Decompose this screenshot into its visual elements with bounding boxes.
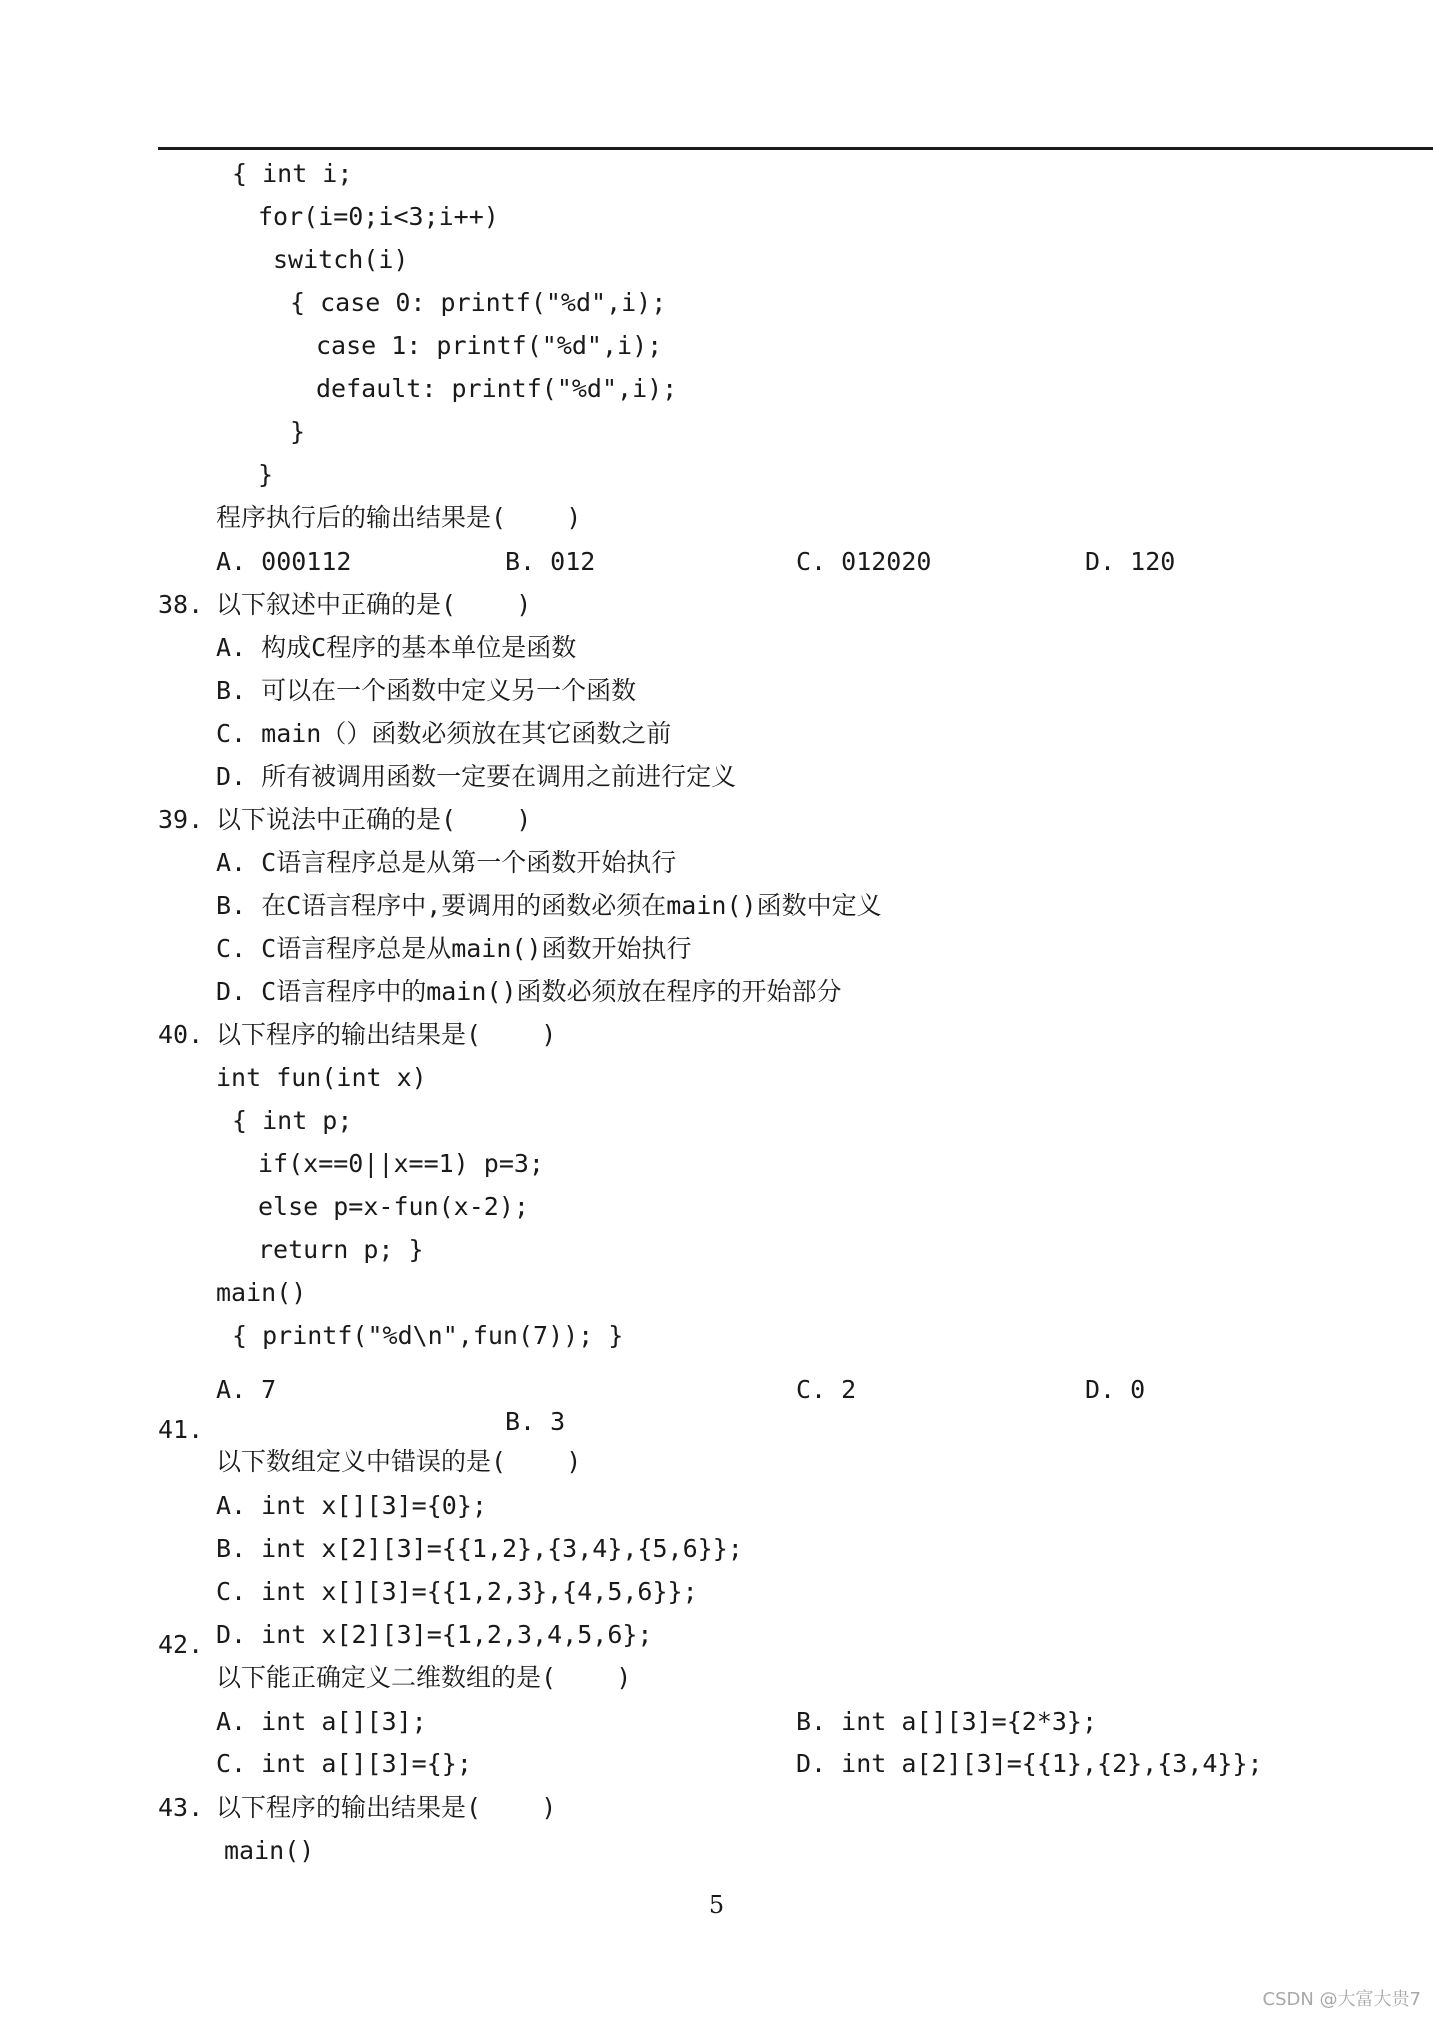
question-number: 38. <box>158 590 204 619</box>
code-line: { case 0: printf("%d",i); <box>290 288 667 317</box>
option-c: C. C语言程序总是从main()函数开始执行 <box>216 934 692 963</box>
option-d: D. int x[2][3]={1,2,3,4,5,6}; <box>216 1620 653 1649</box>
question-stem: 以下数组定义中错误的是( ) <box>216 1447 582 1476</box>
option-a: A. int x[][3]={0}; <box>216 1491 487 1520</box>
option-c: C. 012020 <box>796 547 932 576</box>
code-line: { int i; <box>232 159 353 188</box>
code-line: if(x==0||x==1) p=3; <box>258 1149 544 1178</box>
question-number: 41. <box>158 1415 204 1444</box>
question-stem: 以下能正确定义二维数组的是( ) <box>216 1663 632 1692</box>
question-number: 39. <box>158 805 204 834</box>
option-b: B. 在C语言程序中,要调用的函数必须在main()函数中定义 <box>216 891 882 920</box>
option-b: B. int a[][3]={2*3}; <box>796 1707 1098 1736</box>
option-d: D. 0 <box>1085 1375 1146 1404</box>
code-line: int fun(int x) <box>216 1063 427 1092</box>
code-line: else p=x-fun(x-2); <box>258 1192 529 1221</box>
option-a: A. C语言程序总是从第一个函数开始执行 <box>216 848 677 877</box>
question-stem: 以下说法中正确的是( ) <box>216 805 532 834</box>
option-b: B. 3 <box>505 1407 566 1436</box>
question-stem: 以下程序的输出结果是( ) <box>216 1020 557 1049</box>
page-number: 5 <box>708 1891 725 1919</box>
question-number: 40. <box>158 1020 204 1049</box>
option-a: A. 000112 <box>216 547 352 576</box>
option-b: B. int x[2][3]={{1,2},{3,4},{5,6}}; <box>216 1534 743 1563</box>
option-d: D. 所有被调用函数一定要在调用之前进行定义 <box>216 762 737 791</box>
option-d: D. int a[2][3]={{1},{2},{3,4}}; <box>796 1749 1263 1778</box>
option-c: C. 2 <box>796 1375 857 1404</box>
option-c: C. main（）函数必须放在其它函数之前 <box>216 719 672 748</box>
code-line: { int p; <box>232 1106 353 1135</box>
question-number: 42. <box>158 1630 204 1659</box>
code-line: { printf("%d\n",fun(7)); } <box>232 1321 624 1350</box>
option-d: D. C语言程序中的main()函数必须放在程序的开始部分 <box>216 977 842 1006</box>
option-d: D. 120 <box>1085 547 1176 576</box>
option-a: A. 7 <box>216 1375 277 1404</box>
code-line: for(i=0;i<3;i++) <box>258 202 499 231</box>
watermark: CSDN @大富大贵7 <box>1262 1989 1421 2010</box>
code-line: } <box>258 460 274 489</box>
question-stem: 以下程序的输出结果是( ) <box>216 1793 557 1822</box>
option-b: B. 012 <box>505 547 596 576</box>
code-line: case 1: printf("%d",i); <box>316 331 663 360</box>
option-a: A. 构成C程序的基本单位是函数 <box>216 633 577 662</box>
code-line: } <box>290 417 306 446</box>
code-line: default: printf("%d",i); <box>316 374 678 403</box>
question-stem: 以下叙述中正确的是( ) <box>216 590 532 619</box>
header-rule <box>158 147 1433 150</box>
option-a: A. int a[][3]; <box>216 1707 427 1736</box>
question-stem: 程序执行后的输出结果是( ) <box>216 503 582 532</box>
option-c: C. int a[][3]={}; <box>216 1749 472 1778</box>
option-b: B. 可以在一个函数中定义另一个函数 <box>216 676 637 705</box>
code-line: switch(i) <box>273 245 409 274</box>
code-line: main() <box>224 1836 315 1865</box>
code-line: main() <box>216 1278 307 1307</box>
code-line: return p; } <box>258 1235 424 1264</box>
option-c: C. int x[][3]={{1,2,3},{4,5,6}}; <box>216 1577 698 1606</box>
question-number: 43. <box>158 1793 204 1822</box>
